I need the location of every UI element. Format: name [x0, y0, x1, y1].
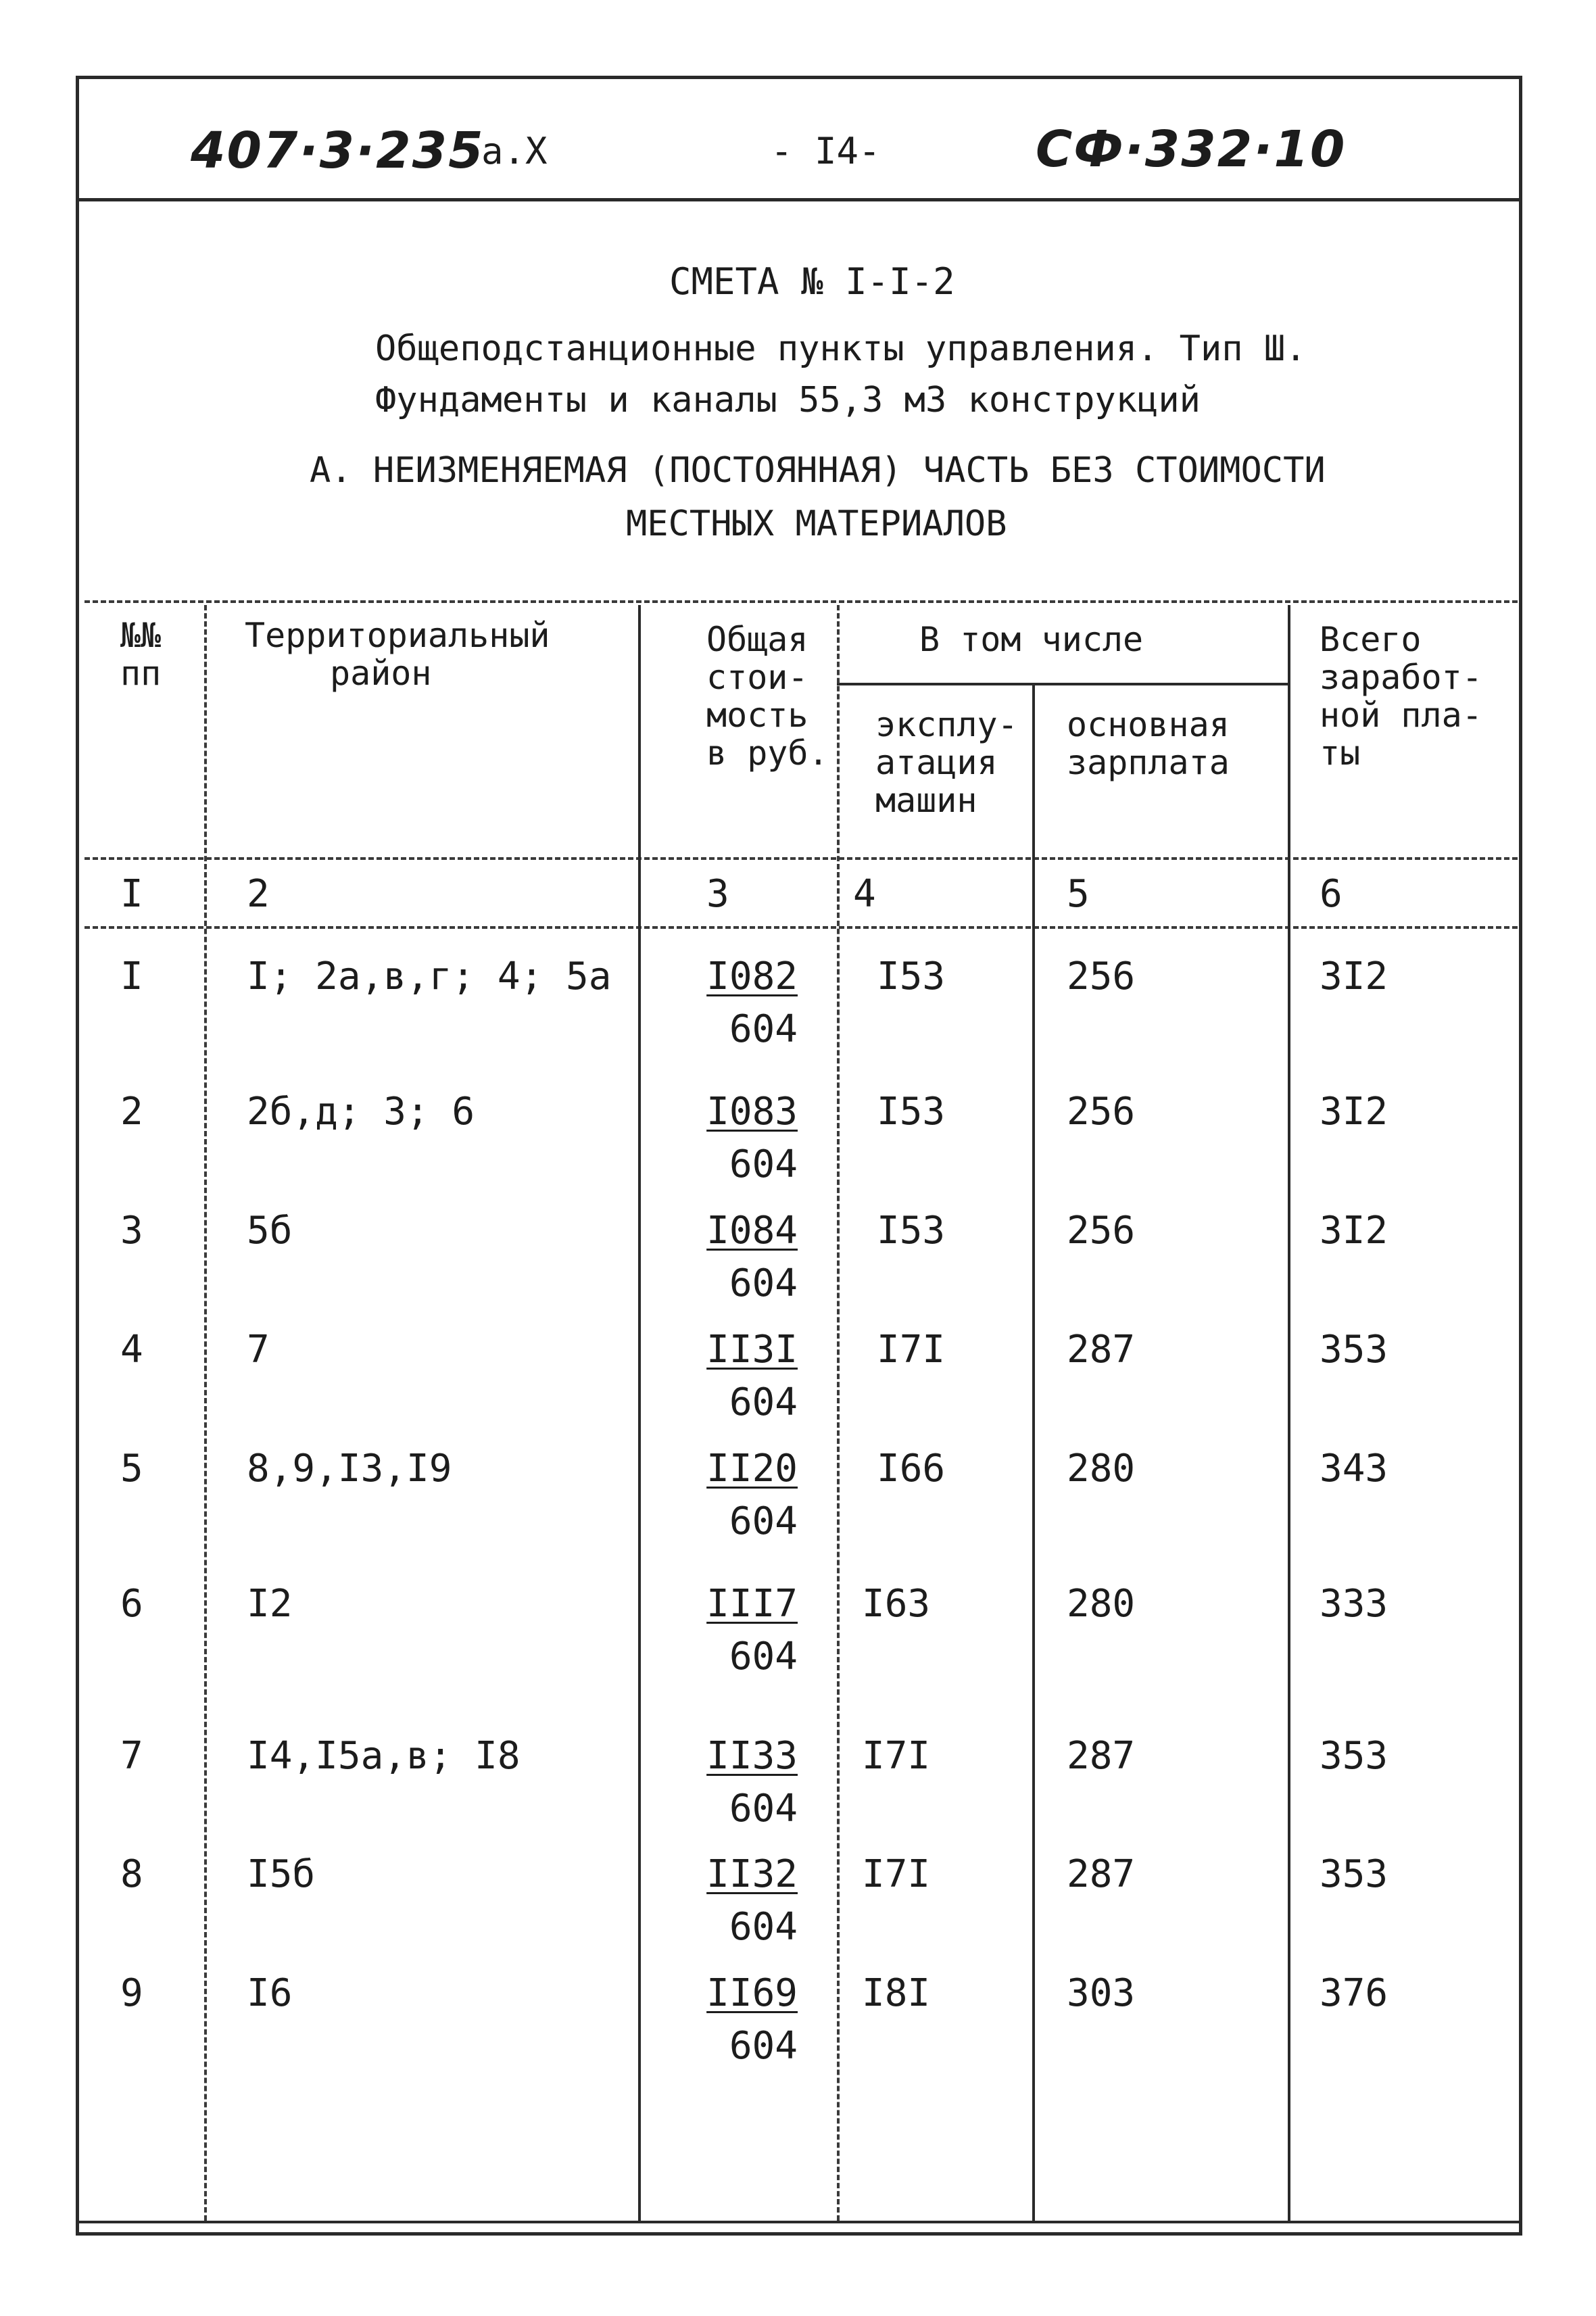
- column-number-1: I: [120, 872, 143, 916]
- table-top-border: [84, 600, 1518, 603]
- column-number-6: 6: [1320, 872, 1343, 916]
- row-total: 3I2: [1320, 1090, 1388, 1134]
- column-line-4: [1032, 684, 1035, 2221]
- row-machines: I7I: [877, 1328, 946, 1372]
- row-machines: I7I: [862, 1734, 931, 1778]
- header-salary: основная зарплата: [1067, 705, 1230, 782]
- row-cost-top: III7: [706, 1582, 798, 1626]
- table-bottom-border: [77, 2221, 1521, 2223]
- row-number: 9: [120, 1971, 143, 2015]
- row-cost-top: II3I: [706, 1328, 798, 1372]
- row-total: 333: [1320, 1582, 1388, 1626]
- row-number: 8: [120, 1852, 143, 1896]
- album-label: а.X: [481, 130, 548, 172]
- row-machines: I53: [877, 955, 946, 998]
- row-cost-bottom: 604: [729, 1787, 798, 1831]
- row-district: I5б: [247, 1852, 316, 1896]
- row-salary: 303: [1067, 1971, 1136, 2015]
- column-number-5: 5: [1067, 872, 1090, 916]
- row-total: 353: [1320, 1328, 1388, 1372]
- header-cost: Общая стои- мость в руб.: [706, 620, 829, 773]
- row-number: 4: [120, 1328, 143, 1372]
- header-machines: эксплу- атация машин: [875, 705, 1018, 820]
- row-machines: I7I: [862, 1852, 931, 1896]
- row-number: 7: [120, 1734, 143, 1778]
- row-salary: 256: [1067, 1209, 1136, 1253]
- row-cost-bottom: 604: [729, 1499, 798, 1543]
- column-line-1: [204, 605, 207, 2221]
- column-number-2: 2: [247, 872, 270, 916]
- row-machines: I8I: [862, 1971, 931, 2015]
- row-district: I; 2а,в,г; 4; 5а: [247, 955, 612, 998]
- row-number: I: [120, 955, 143, 998]
- row-machines: I66: [877, 1447, 946, 1491]
- row-salary: 287: [1067, 1734, 1136, 1778]
- column-line-3: [837, 605, 840, 2221]
- section-title-1: А. НЕИЗМЕНЯЕМАЯ (ПОСТОЯННАЯ) ЧАСТЬ БЕЗ СТОИМОСТИ: [310, 450, 1326, 491]
- project-code: 407·3·235: [191, 122, 485, 180]
- including-divider: [837, 683, 1290, 685]
- row-salary: 280: [1067, 1447, 1136, 1491]
- row-number: 5: [120, 1447, 143, 1491]
- row-district: 5б: [247, 1209, 293, 1253]
- row-total: 343: [1320, 1447, 1388, 1491]
- header-num: №№ пп: [120, 616, 162, 693]
- row-district: I4,I5а,в; I8: [247, 1734, 521, 1778]
- sheet-code: СФ·332·10: [1036, 120, 1347, 178]
- header-including: В том числе: [919, 620, 1144, 659]
- row-total: 376: [1320, 1971, 1388, 2015]
- row-total: 353: [1320, 1734, 1388, 1778]
- row-district: 8,9,I3,I9: [247, 1447, 452, 1491]
- header-total: Всего заработ- ной пла- ты: [1320, 620, 1482, 773]
- row-district: I6: [247, 1971, 293, 2015]
- row-total: 3I2: [1320, 955, 1388, 998]
- column-number-border: [84, 926, 1518, 929]
- column-line-5: [1288, 605, 1290, 2221]
- column-number-4: 4: [853, 872, 876, 916]
- row-cost-bottom: 604: [729, 1380, 798, 1424]
- header-divider: [77, 198, 1521, 201]
- header-district: Территориальный район: [245, 616, 550, 693]
- column-number-3: 3: [706, 872, 729, 916]
- section-title-2: МЕСТНЫХ МАТЕРИАЛОВ: [626, 504, 1007, 544]
- row-cost-top: II33: [706, 1734, 798, 1778]
- row-total: 3I2: [1320, 1209, 1388, 1253]
- page-number: - I4-: [771, 130, 881, 172]
- row-number: 6: [120, 1582, 143, 1626]
- row-machines: I63: [862, 1582, 931, 1626]
- header-bottom-border: [84, 857, 1518, 860]
- row-cost-bottom: 604: [729, 1261, 798, 1305]
- row-cost-top: I082: [706, 955, 798, 998]
- row-salary: 256: [1067, 1090, 1136, 1134]
- row-cost-bottom: 604: [729, 1635, 798, 1679]
- row-machines: I53: [877, 1090, 946, 1134]
- row-cost-top: II32: [706, 1852, 798, 1896]
- row-total: 353: [1320, 1852, 1388, 1896]
- row-cost-bottom: 604: [729, 1142, 798, 1186]
- estimate-number: СМЕТА № I-I-2: [669, 260, 955, 303]
- row-cost-bottom: 604: [729, 1905, 798, 1949]
- row-salary: 280: [1067, 1582, 1136, 1626]
- row-salary: 287: [1067, 1328, 1136, 1372]
- row-cost-bottom: 604: [729, 1007, 798, 1051]
- row-cost-top: II20: [706, 1447, 798, 1491]
- row-cost-bottom: 604: [729, 2024, 798, 2068]
- column-line-2: [638, 605, 641, 2221]
- row-cost-top: I083: [706, 1090, 798, 1134]
- title-line-2: Фундаменты и каналы 55,3 м3 конструкций: [375, 380, 1201, 420]
- row-cost-top: I084: [706, 1209, 798, 1253]
- row-district: I2: [247, 1582, 293, 1626]
- row-machines: I53: [877, 1209, 946, 1253]
- row-salary: 287: [1067, 1852, 1136, 1896]
- row-cost-top: II69: [706, 1971, 798, 2015]
- title-line-1: Общеподстанционные пункты управления. Тип Ш.: [375, 329, 1307, 369]
- row-salary: 256: [1067, 955, 1136, 998]
- row-number: 2: [120, 1090, 143, 1134]
- row-number: 3: [120, 1209, 143, 1253]
- row-district: 7: [247, 1328, 270, 1372]
- row-district: 2б,д; 3; 6: [247, 1090, 475, 1134]
